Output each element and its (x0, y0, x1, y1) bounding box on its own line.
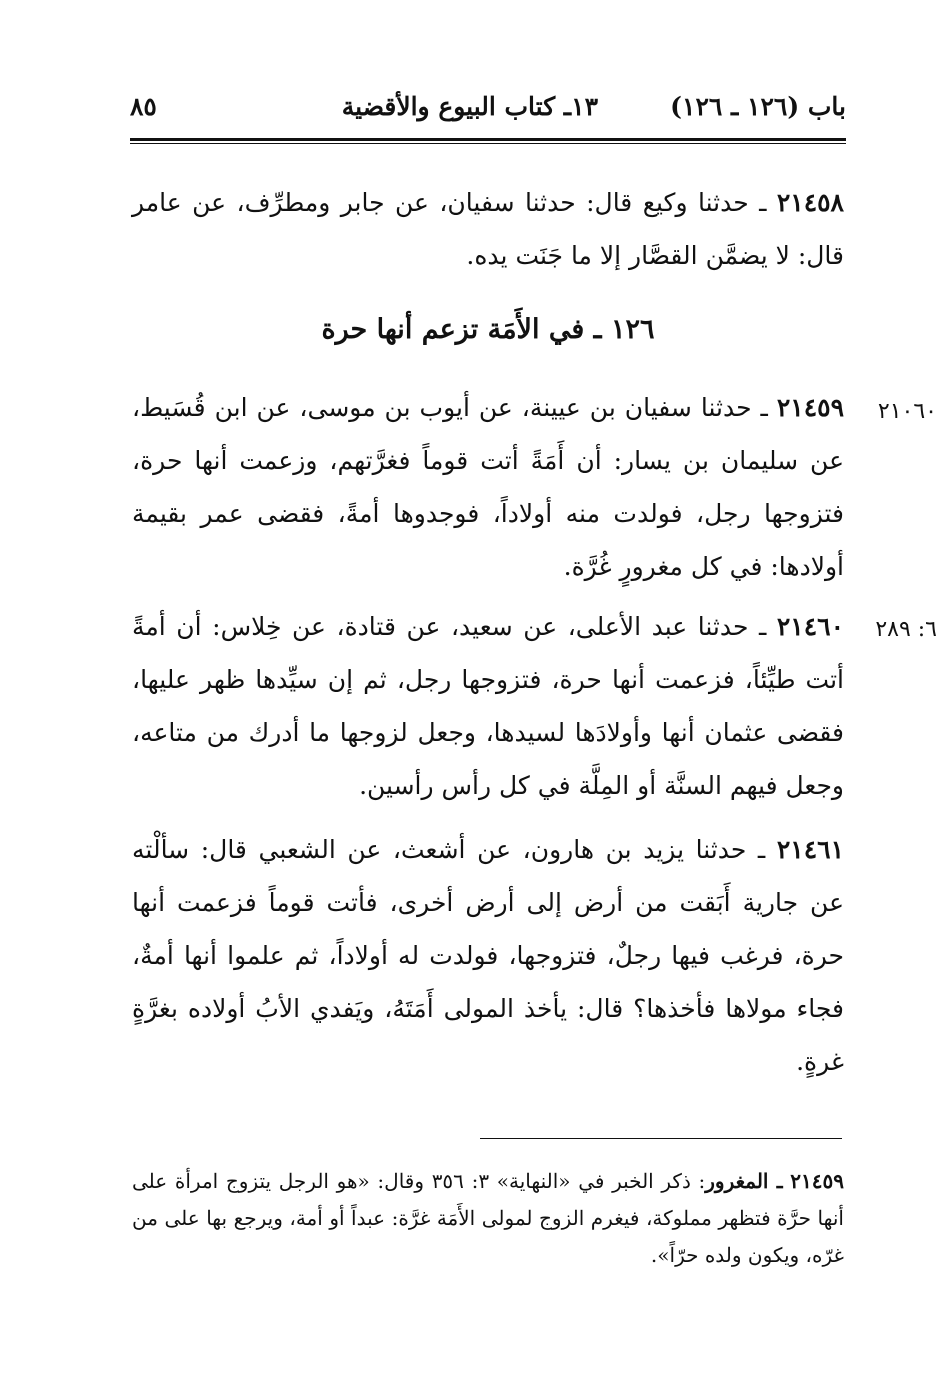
hadith-number: ٢١٤٦٠ (776, 612, 844, 641)
hadith-number: ٢١٤٥٨ (776, 188, 844, 217)
hadith-text: ـ حدثنا عبد الأعلى، عن سعيد، عن قتادة، عن خِلاس: أن أمةً أتت طيِّئاً، فزعمت أنها حرة، فتزوجها رجل، ثم إن سيِّدها ظهر عليها، فقضى عثمان أنها وأولادَها لسيدها، وجعل لزوجها ما أدرك من متاعه، وجعل فيهم السنَّة أو المِلَّة في كل رأس رأسين. (132, 612, 844, 800)
footnote-rule (480, 1138, 842, 1139)
side-reference: ٢١٠٦٠ (877, 399, 937, 424)
hadith-number: ٢١٤٥٩ (776, 393, 844, 422)
book-title: ١٣ـ كتاب البيوع والأقضية (341, 92, 598, 121)
side-reference: ٦: ٢٨٩ (875, 617, 937, 642)
section-title: ١٢٦ ـ في الأَمَة تزعم أنها حرة (321, 314, 655, 345)
footnote-text: : ذكر الخبر في «النهاية» ٣: ٣٥٦ وقال: «هو الرجل يتزوج امرأة على أنها حرَّة فتظهر مملوكة، فيغرم الزوج لمولى الأَمَة غرَّة: عبداً أو أمة، ويرجع بها على من غرّه، ويكون ولده حرّاً». (132, 1169, 844, 1267)
page-number: ٨٥ (130, 92, 157, 121)
hadith-text: ـ حدثنا سفيان بن عيينة، عن أيوب بن موسى، عن ابن قُسَيط، عن سليمان بن يسار: أن أَمَةً أتت قوماً فغرَّتهم، وزعمت أنها حرة، فتزوجها رجل، فولدت منه أولاداً، فوجدوها أمةً، فقضى عمر بقيمة أولادها: في كل مغرورٍ غُرَّة. (132, 393, 844, 581)
hadith-text: ـ حدثنا يزيد بن هارون، عن أشعث، عن الشعبي قال: سألْته عن جارية أَبَقت من أرض إلى أرض أخرى، فأتت قوماً فزعمت أنها حرة، فرغب فيها رجلٌ، فتزوجها، فولدت له أولاداً، ثم علموا أنها أمةٌ، فجاء مولاها فأخذها؟ قال: يأخذ المولى أَمَتَهُ، ويَفدي الأبُ أولاده بغرَّةٍ غرةٍ. (132, 835, 844, 1076)
hadith-21461 (132, 823, 844, 1088)
header-rule (130, 138, 846, 144)
chapter-heading: باب (١٢٦ ـ ١٢٦) (670, 92, 846, 121)
page-header (130, 92, 846, 132)
footnote-term: ـ المغرور (705, 1169, 783, 1193)
hadith-21460 (132, 600, 844, 812)
footnote (132, 1163, 844, 1274)
hadith-text: ـ حدثنا وكيع قال: حدثنا سفيان، عن جابر ومطرِّف، عن عامر قال: لا يضمَّن القصَّار إلا ما جَنَت يده. (132, 188, 844, 270)
hadith-number: ٢١٤٦١ (776, 835, 844, 864)
hadith-21458 (132, 176, 844, 282)
footnote-number: ٢١٤٥٩ (790, 1169, 845, 1193)
hadith-21459 (132, 381, 844, 593)
